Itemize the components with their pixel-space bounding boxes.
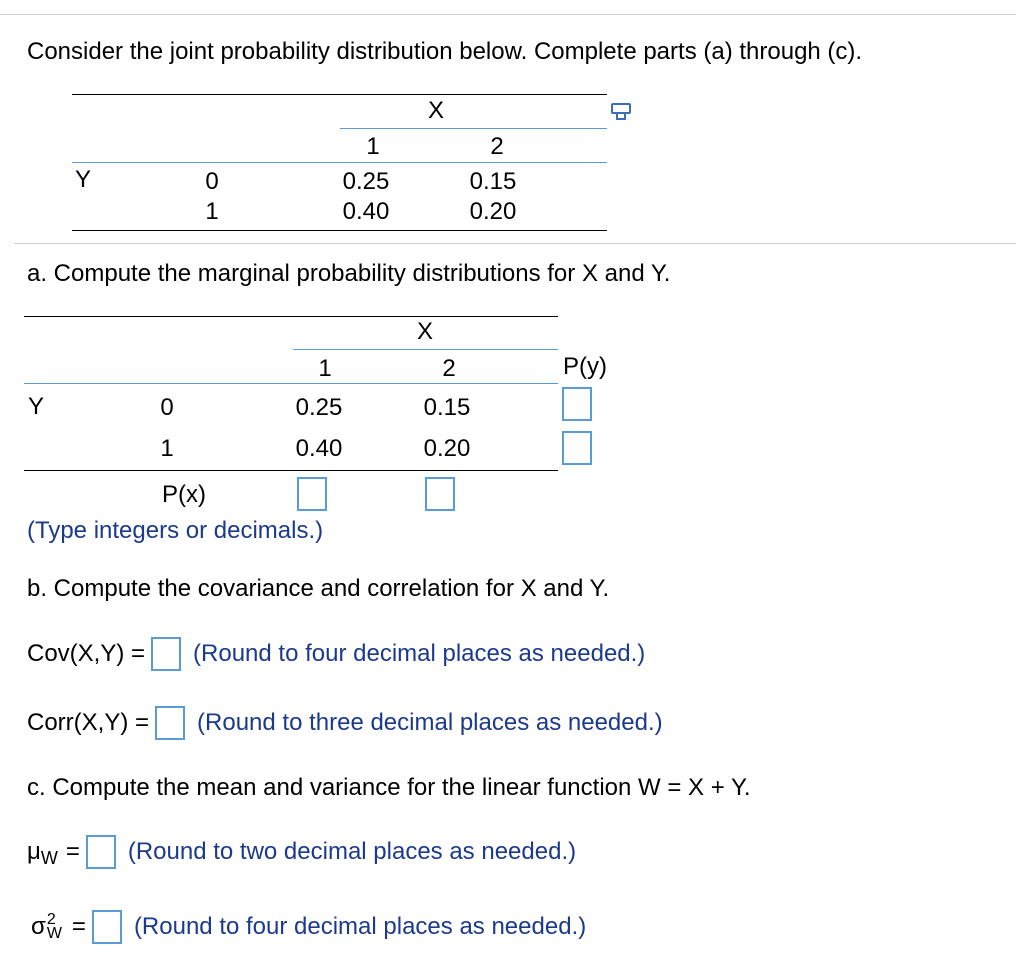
probability-cell: 0.20 <box>423 435 471 462</box>
probability-cell: 0.40 <box>295 435 343 462</box>
probability-cell: 0.25 <box>295 394 343 421</box>
mean-hint: (Round to two decimal places as needed.) <box>127 838 577 865</box>
part-b-prompt: b. Compute the covariance and correlation for X and Y. <box>27 575 610 602</box>
correlation-row <box>27 705 663 741</box>
sigma-superscript: 2 <box>46 911 56 928</box>
py-header: P(y) <box>563 353 607 380</box>
sigma-scripts <box>47 913 62 941</box>
top-divider <box>0 14 1016 15</box>
px-2-input[interactable] <box>425 477 455 511</box>
probability-cell: 0.20 <box>469 198 517 225</box>
covariance-hint: (Round to four decimal places as needed.) <box>193 640 646 667</box>
covariance-input[interactable] <box>151 637 181 671</box>
column-header-rule <box>72 162 607 163</box>
x-value-header: 2 <box>442 355 456 382</box>
x-value-header: 1 <box>318 355 332 382</box>
px-1-input[interactable] <box>297 477 327 511</box>
probability-cell: 0.25 <box>342 168 390 195</box>
section-divider <box>14 243 1016 244</box>
part-c-prompt: c. Compute the mean and variance for the linear function W = X + Y. <box>27 774 751 801</box>
table-top-rule <box>24 316 558 317</box>
correlation-hint: (Round to three decimal places as needed.) <box>197 709 663 736</box>
correlation-input[interactable] <box>155 706 185 740</box>
mean-input[interactable] <box>86 835 116 869</box>
table-bottom-rule <box>72 230 607 231</box>
x-header-rule <box>293 349 558 350</box>
py-0-input[interactable] <box>562 387 592 421</box>
sigma-symbol: σ <box>31 913 46 940</box>
part-a-prompt: a. Compute the marginal probability distributions for X and Y. <box>27 260 671 287</box>
table-top-rule <box>72 94 607 95</box>
variance-hint: (Round to four decimal places as needed.) <box>133 913 587 940</box>
mean-row <box>27 834 576 870</box>
part-a-hint: (Type integers or decimals.) <box>27 517 324 544</box>
y-value: 1 <box>160 435 174 462</box>
mu-equals: = <box>65 838 80 865</box>
x-variable-header: X <box>427 97 445 124</box>
y-variable-label: Y <box>28 393 45 420</box>
probability-cell: 0.15 <box>423 394 471 421</box>
x-value-header: 2 <box>490 133 504 160</box>
correlation-label: Corr(X,Y) = <box>27 709 150 736</box>
probability-cell: 0.15 <box>469 168 517 195</box>
mu-subscript: W <box>40 847 58 868</box>
sigma-subscript: W <box>46 925 62 942</box>
probability-cell: 0.40 <box>342 198 390 225</box>
x-value-header: 1 <box>366 133 380 160</box>
table-bottom-rule <box>24 470 558 471</box>
covariance-row <box>27 636 645 672</box>
mu-symbol: μ <box>27 838 41 865</box>
py-1-input[interactable] <box>562 431 592 465</box>
x-variable-header: X <box>416 318 434 345</box>
column-header-rule <box>24 383 558 384</box>
y-value: 0 <box>205 168 219 195</box>
copy-table-icon[interactable] <box>611 103 633 126</box>
intro-text: Consider the joint probability distribution below. Complete parts (a) through (c). <box>27 38 863 65</box>
y-variable-label: Y <box>75 166 92 193</box>
x-header-rule <box>340 128 607 129</box>
px-label: P(x) <box>162 481 206 508</box>
variance-input[interactable] <box>92 910 122 944</box>
sigma-equals: = <box>71 913 86 940</box>
y-value: 0 <box>160 394 174 421</box>
covariance-label: Cov(X,Y) = <box>27 640 146 667</box>
variance-row <box>31 909 586 945</box>
y-value: 1 <box>205 198 219 225</box>
